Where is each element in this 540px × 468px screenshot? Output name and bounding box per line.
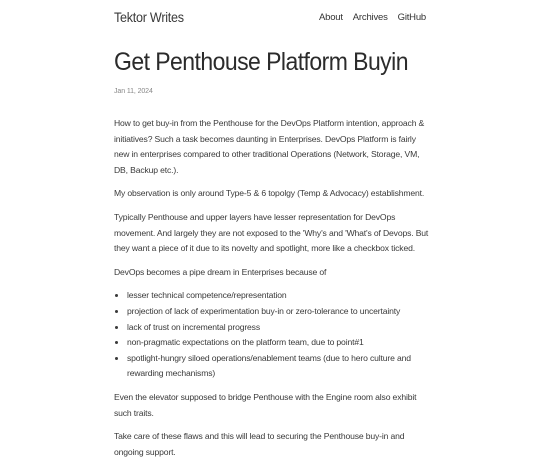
list-item: • spotlight-hungry siloed operations/enablement teams (due to hero culture and rewarding mechanisms) [127,351,432,382]
post-paragraph: Even the elevator supposed to bridge Penthouse with the Engine room also exhibit such traits. [114,391,417,418]
list-item: • non-pragmatic expectations on the platform team, due to point#1 [127,335,432,351]
nav-link-about[interactable]: About [318,11,343,23]
list-item: • projection of lack of experimentation buy-in or zero-tolerance to uncertainty [127,304,432,320]
reasons-list [114,288,432,382]
nav-link-github[interactable]: GitHub [397,11,426,23]
post-content [114,116,432,468]
post-title: Get Penthouse Platform Buyin [114,48,408,76]
site-title-link[interactable]: Tektor Writes [114,9,184,25]
post-paragraph: Typically Penthouse and upper layers have lesser representation for DevOps movement. And largely they are not exposed to the 'Why's and 'What's of Devops. But they want a piece of it due to its novelty and spotlight, more like a checkbox ticked. [114,211,429,254]
list-item: • lack of trust on incremental progress [127,320,432,336]
post-paragraph: How to get buy-in from the Penthouse for the DevOps Platform intention, approach & initiatives? Such a task becomes daunting in Enterprises. DevOps Platform is fairly new in enterprises compared to other traditional Operations (Network, Storage, VM, DB, Backup etc.). [114,118,425,175]
list-item: • lesser technical competence/representation [127,288,432,304]
site-header [114,7,426,27]
main-nav [319,12,426,23]
post-paragraph: Take care of these flaws and this will lead to securing the Penthouse buy-in and ongoing support. [114,431,405,457]
post-date: Jan 11, 2024 [114,88,153,95]
nav-link-archives[interactable]: Archives [352,11,388,23]
post-paragraph: My observation is only around Type-5 & 6 topolgy (Temp & Advocacy) establishment. [114,188,425,199]
post-paragraph: DevOps becomes a pipe dream in Enterprises because of [114,266,327,277]
